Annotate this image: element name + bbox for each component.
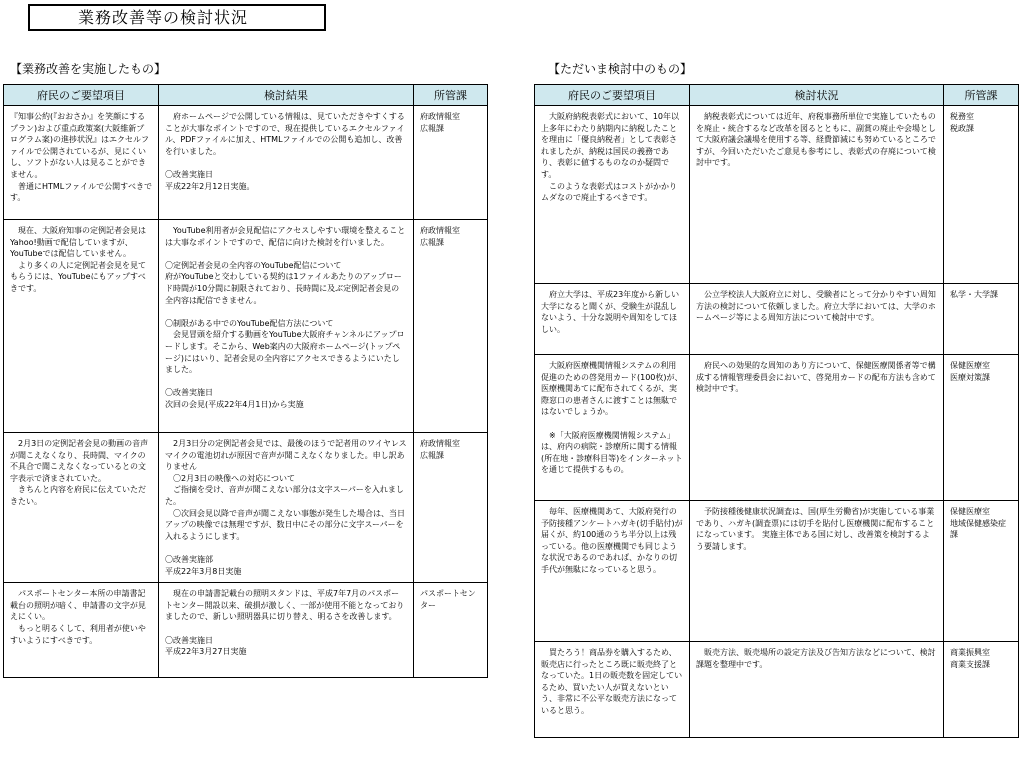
table-row — [4, 583, 488, 678]
dept-cell: 保健医療室 地域保健感染症課 — [944, 501, 1019, 642]
result-cell: 府ホームページで公開している情報は、見ていただきやすくすることが大事なポイントですので、現在提供しているエクセルファイル、PDFファイルに加え、HTMLファイルでの公開も追加し、改善を行いました。 〇改善実施日 平成22年2月12日実施。 — [159, 106, 414, 220]
result-cell: 2月3日分の定例記者会見では、最後のほうで記者用のワイヤレスマイクの電池切れが原因で音声が聞こえなくなりました。申し訳ありません 〇2月3日の映像への対応について ご指摘を受け、音声が聞こえない部分は文字スーパーを入れました。 〇次回会見以降で音声が聞こえない事態が発生した場合は、当日アップの映像では無理ですが、数日中にその部分に文字スーパーを入れるようにします。 〇改善実施部 平成22年3月8日実施 — [159, 433, 414, 583]
table-row — [4, 106, 488, 220]
request-cell: 2月3日の定例記者会見の動画の音声が聞こえなくなり、長時間、マイクの不具合で聞こえなくなっているとの文字表示で済まされていた。 きちんと内容を府民に伝えていただきたい。 — [4, 433, 159, 583]
header-result: 検討結果 — [159, 85, 414, 106]
request-cell: 毎年、医療機関あて、大阪府発行の予防接種アンケートハガキ(切手貼付)が届くが、約100通のうち半分以上は残っている。他の医療機関でも同じような状況であるのであれば、かなりの切手代が無駄になっていると思う。 — [535, 501, 690, 642]
table-row — [535, 284, 1019, 355]
table-row — [535, 106, 1019, 284]
status-cell: 販売方法、販売場所の設定方法及び告知方法などについて、検討課題を整理中です。 — [690, 642, 944, 738]
header-request: 府民のご要望項目 — [4, 85, 159, 106]
status-cell: 予防接種後健康状況調査は、国(厚生労働省)が実施している事業であり、ハガキ(調査票)には切手を貼付し医療機関に配布することになっています。 実施主体である国に対し、改善策を検討するよう要請します。 — [690, 501, 944, 642]
request-cell: 現在、大阪府知事の定例記者会見はYahoo!動画で配信していますが、YouTubeでは配信していません。 より多くの人に定例記者会見を見てもらうには、YouTubeにもアップすべきです。 — [4, 220, 159, 433]
header-request: 府民のご要望項目 — [535, 85, 690, 106]
table-row — [535, 355, 1019, 501]
table-row — [535, 501, 1019, 642]
dept-cell: 保健医療室 医療対策課 — [944, 355, 1019, 501]
page-title: 業務改善等の検討状況 — [28, 4, 326, 31]
request-cell: 買たろう！商品券を購入するため、販売店に行ったところ既に販売終了となっていた。1日の販売数を固定しているため、買いたい人が買えないという、非常に不公平な販売方法になっていると思う。 — [535, 642, 690, 738]
dept-cell: 商業振興室 商業支援課 — [944, 642, 1019, 738]
result-cell: YouTube利用者が会見配信にアクセスしやすい環境を整えることは大事なポイントですので、配信に向けた検討を行いました。 〇定例記者会見の全内容のYouTube配信について 府がYouTubeと交わしている契約は1ファイルあたりのアップロード時間が10分間に制限されており、長時間に及ぶ定例記者会見の全内容は配信できません。 〇制限がある中でのYouTube配信方法について 会見冒頭を紹介する動画をYouTube大阪府チャンネルにアップロードします。そこから、Web案内の大阪府ホームページ(トップページ)にはいり、記者会見の全内容にアクセスできるようにいたしました。 〇改善実施日 次回の会見(平成22年4月1日)から実施 — [159, 220, 414, 433]
request-cell: 『知事公約(『おおさか』を笑顔にするプラン)および重点政策案(大阪維新プログラム案)の進捗状況』はエクセルファイルで公開されているが、見にくいし、ソフトがない人は見ることができません。 普通にHTMLファイルで公開すべきです。 — [4, 106, 159, 220]
status-cell: 府民への効果的な周知のあり方について、保健医療関係者等で構成する情報管理委員会において、啓発用カードの配布方法も含めて検討中です。 — [690, 355, 944, 501]
dept-cell: 府政情報室 広報課 — [414, 220, 488, 433]
under-review-table — [534, 84, 1019, 738]
table-row — [4, 220, 488, 433]
status-cell: 納税表彰式については近年、府税事務所単位で実施していたものを廃止・統合するなど改革を図るとともに、副賞の廃止や会場として大阪府議会議場を使用する等、経費節減にも努めているところですが、今回いただいたご意見も参考にし、表彰式の存廃について検討中です。 — [690, 106, 944, 284]
status-cell: 公立学校法人大阪府立に対し、受験者にとって分かりやすい周知方法の検討について依頼しました。府立大学においては、大学のホームページ等による周知方法について検討中です。 — [690, 284, 944, 355]
dept-cell: 私学・大学課 — [944, 284, 1019, 355]
table-row — [4, 433, 488, 583]
header-dept: 所管課 — [414, 85, 488, 106]
request-cell: 大阪府納税表彰式において、10年以上多年にわたり納期内に納税したことを理由に「優良納税者」として表彰されましたが、納税は国民の義務であり、表彰に値するものなのか疑問です。 このような表彰式はコストがかかりムダなので廃止するべきです。 — [535, 106, 690, 284]
dept-cell: 府政情報室 広報課 — [414, 433, 488, 583]
table-header-row — [535, 85, 1019, 106]
header-status: 検討状況 — [690, 85, 944, 106]
table-header-row — [4, 85, 488, 106]
dept-cell: 府政情報室 広報課 — [414, 106, 488, 220]
request-cell: 大阪府医療機関情報システムの利用促進のための啓発用カード(100枚)が、医療機関あてに配布されてくるが、実際窓口の患者さんに渡すことは無駄ではないでしょうか。 ※「大阪府医療機関情報システム」は、府内の病院・診療所に関する情報(所在地・診療科目等)をインターネットを通じて提供するもの。 — [535, 355, 690, 501]
dept-cell: 税務室 税政課 — [944, 106, 1019, 284]
request-cell: 府立大学は、平成23年度から新しい大学になると聞くが、受験生が混乱しないよう、十分な説明や周知をしてほしい。 — [535, 284, 690, 355]
header-dept: 所管課 — [944, 85, 1019, 106]
request-cell: パスポートセンター本所の申請書記載台の照明が暗く、申請書の文字が見えにくい。 もっと明るくして、利用者が使いやすいようにすべきです。 — [4, 583, 159, 678]
dept-cell: パスポートセンター — [414, 583, 488, 678]
section-title-implemented: 【業務改善を実施したもの】 — [10, 62, 167, 76]
table-row — [535, 642, 1019, 738]
result-cell: 現在の申請書記載台の照明スタンドは、平成7年7月のパスポートセンター開設以来、破損が激しく、一部が使用不能となっておりましたので、新しい照明器具に切り替え、明るさを改善します。 〇改善実施日 平成22年3月27日実施 — [159, 583, 414, 678]
section-title-under-review: 【ただいま検討中のもの】 — [548, 62, 693, 76]
implemented-table — [3, 84, 488, 678]
